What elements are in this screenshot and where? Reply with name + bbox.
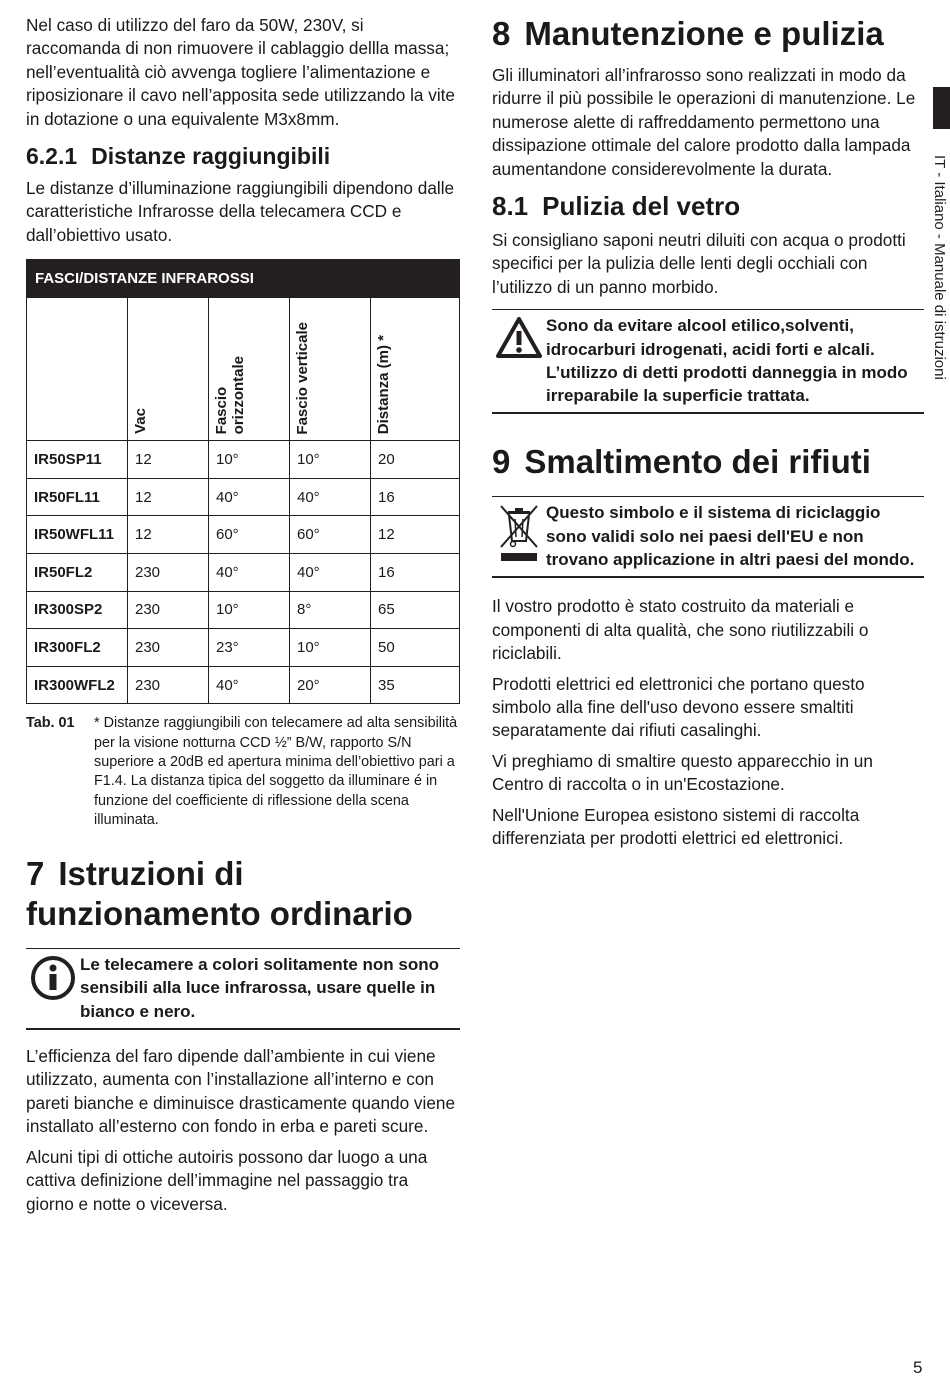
- section-title: Istruzioni di funzionamento ordinario: [26, 855, 413, 933]
- table-row: IR300FL2 230 23° 10° 50: [27, 629, 460, 667]
- section-number: 9: [492, 443, 511, 481]
- header-blank: [27, 298, 128, 441]
- info-notice: [26, 948, 460, 1030]
- header-horizontal-beam: Fascio orizzontale: [209, 298, 290, 441]
- section-6-2-1-text: Le distanze d’illuminazione raggiungibili dipendono dalle caratteristiche Infrarosse della telecamera CCD e dall’obiettivo usato.: [26, 178, 455, 245]
- section-9-paragraph-3: Vi preghiamo di smaltire questo apparecchio in un Centro di raccolta o in un'Ecostazione.: [492, 750, 873, 795]
- table-note-text: * Distanze raggiungibili con telecamere ad alta sensibilità per la visione notturna CCD ½” B/W, rapporto S/N superiore a 20dB ed apertura minima dell’obiettivo pari a F1.4. La distanza tipica del soggetto da illuminare é in funzione del coefficiente di riflessione della scena illuminata.: [94, 715, 458, 828]
- section-title: Smaltimento dei rifiuti: [524, 443, 871, 481]
- table-row: IR50WFL11 12 60° 60° 12: [27, 516, 460, 554]
- section-9-paragraph-2: Prodotti elettrici ed elettronici che portano questo simbolo alla fine dell'uso devono essere smaltiti separatamente dai rifiuti casalinghi.: [492, 673, 865, 741]
- section-title: Manutenzione e pulizia: [524, 15, 884, 52]
- section-number: 8: [492, 15, 511, 52]
- section-title: Pulizia del vetro: [542, 191, 741, 222]
- table-header-row: [27, 298, 460, 441]
- weee-notice: [492, 496, 924, 578]
- section-title: Distanze raggiungibili: [91, 143, 331, 170]
- info-notice-text: Le telecamere a colori solitamente non sono sensibili alla luce infrarossa, usare quelle in bianco e nero.: [80, 955, 439, 1021]
- table-label: Tab. 01: [26, 715, 75, 732]
- section-8-1-text: Si consigliano saponi neutri diluiti con acqua o prodotti specifici per la pulizia delle lenti degli occhiali con l’utilizzo di un panno morbido.: [492, 230, 906, 297]
- table-row: IR50FL11 12 40° 40° 16: [27, 478, 460, 516]
- section-7-paragraph-2: Alcuni tipi di ottiche autoiris possono dar luogo a una cattiva definizione dell’immagine nel passaggio tra giorno e notte o viceversa.: [26, 1146, 428, 1214]
- header-distance: Distanza (m) *: [371, 298, 460, 441]
- weee-notice-text: Questo simbolo e il sistema di riciclaggio sono validi solo nei paesi dell'EU e non trovano applicazione in altri paesi del mondo.: [546, 503, 915, 570]
- section-number: 8.1: [492, 191, 529, 222]
- info-icon: [26, 953, 80, 1023]
- table-row: IR50FL2 230 40° 40° 16: [27, 554, 460, 592]
- table-row: IR50SP11 12 10° 10° 20: [27, 441, 460, 479]
- right-column: [492, 14, 924, 857]
- section-7-paragraph-1: L’efficienza del faro dipende dall’ambiente in cui viene utilizzato, aumenta con l’installazione all’interno e con pareti bianche e diminuisce drasticamente quando viene installato all’esterno con fondo in erba e pareti scure.: [26, 1046, 455, 1137]
- intro-paragraph: Nel caso di utilizzo del faro da 50W, 230V, si raccomanda di non rimuovere il cablaggio dellla massa; nell’eventualità ciò avvenga togliere l’alimentazione e riposizionare il cavo nell’apposita sede utilizzando la vite in dotazione o una equivalente M3x8mm.: [26, 15, 455, 129]
- section-9-paragraph-1: Il vostro prodotto è stato costruito da materiali e componenti di alta qualità, che sono riutilizzabili o riciclabili.: [492, 596, 869, 664]
- section-9-paragraph-4: Nell'Unione Europea esistono sistemi di raccolta differenziata per prodotti elettrici ed elettronici.: [492, 804, 860, 848]
- table-row: IR300SP2 230 10° 8° 65: [27, 591, 460, 629]
- warning-notice-text: Sono da evitare alcool etilico,solventi, idrocarburi idrogenati, acidi forti e alcali. L’utilizzo di detti prodotti danneggia in modo irreparabile la superficie trattata.: [546, 316, 908, 406]
- side-tab-marker: [933, 87, 950, 129]
- section-number: 6.2.1: [26, 143, 78, 170]
- side-language-label: IT - Italiano - Manuale di istruzioni: [931, 155, 948, 380]
- section-7-heading: [26, 854, 460, 934]
- table-footnote: [26, 714, 460, 830]
- warning-notice: [492, 309, 924, 414]
- left-column: [26, 14, 460, 1223]
- page-number: 5: [913, 1358, 923, 1377]
- header-vac: Vac: [128, 298, 209, 441]
- section-8-heading: [492, 14, 924, 54]
- header-vertical-beam: Fascio verticale: [290, 298, 371, 441]
- ir-distance-table: [26, 259, 460, 704]
- warning-icon: [492, 314, 546, 407]
- section-8-1-heading: [492, 189, 924, 223]
- weee-bin-icon: [492, 501, 546, 571]
- section-8-text: Gli illuminatori all’infrarosso sono realizzati in modo da ridurre il più possibile le operazioni di manutenzione. Le numerose alette di raffreddamento permettono una dissipazione ottimale del calore prodotto dalla lampada aumentandone considerevolmente la durata.: [492, 65, 916, 179]
- section-9-heading: [492, 442, 924, 482]
- section-6-2-1-heading: [26, 141, 460, 171]
- table-row: IR300WFL2 230 40° 20° 35: [27, 666, 460, 704]
- section-number: 7: [26, 855, 45, 893]
- table-caption: FASCI/DISTANZE INFRAROSSI: [27, 260, 460, 298]
